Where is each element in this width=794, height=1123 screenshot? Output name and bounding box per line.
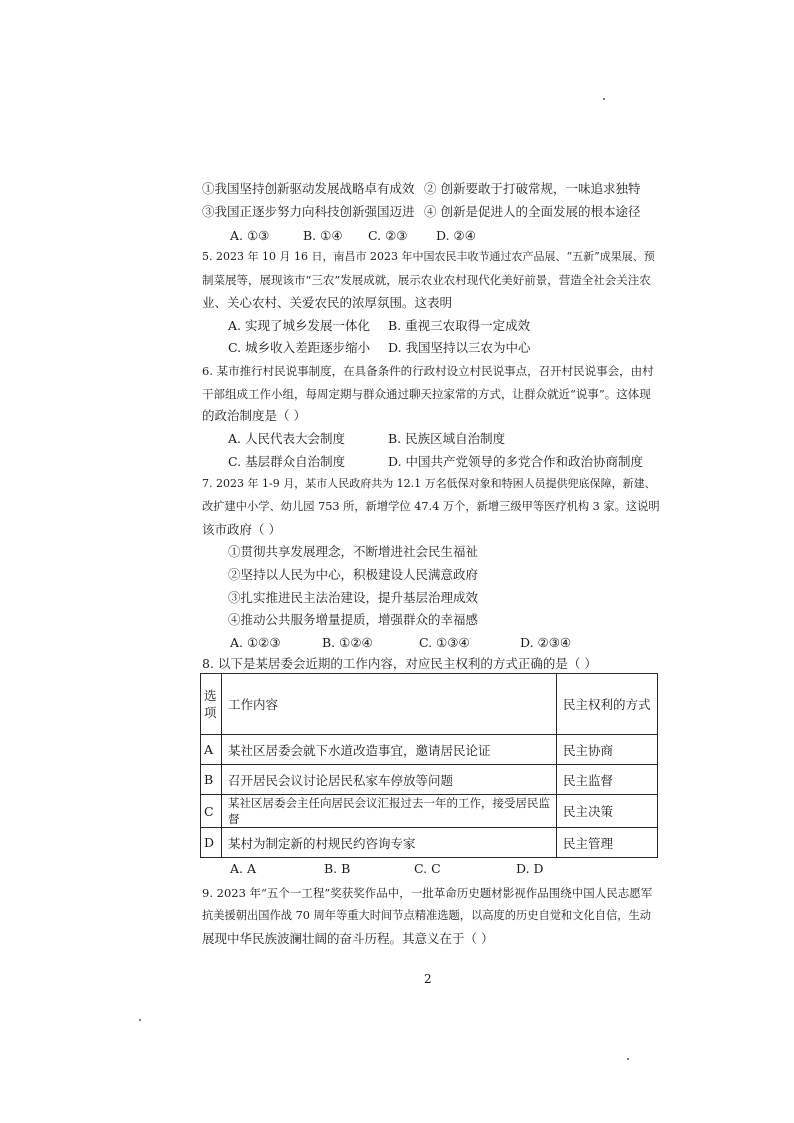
q7-statement-4: ④推动公共服务增量提质，增强群众的幸福感: [228, 612, 479, 627]
q6-choice-c: C. 基层群众自治制度: [228, 454, 346, 469]
q6-stem-line-3: 的政治制度是（ ）: [202, 408, 306, 423]
table-row: [201, 828, 658, 858]
table-row: [201, 735, 658, 765]
q7-statement-2: ②坚持以人民为中心，积极建设人民满意政府: [228, 567, 479, 582]
q8-choice-a: A. A: [230, 861, 257, 876]
q4-statement-1: ①我国坚持创新驱动发展战略卓有成效: [202, 181, 415, 196]
page-number: 2: [424, 972, 432, 986]
q4-statement-3: ③我国正逐步努力向科技创新强国迈进: [202, 204, 415, 219]
q7-choice-d: D. ②③④: [520, 635, 572, 650]
q8-row-option: A: [201, 735, 222, 765]
table-row: [201, 765, 658, 795]
q8-row-way: 民主管理: [557, 828, 658, 858]
q7-stem-line-3: 该市政府（ ）: [202, 522, 281, 537]
q7-choice-b: B. ①②④: [322, 635, 373, 650]
q8-stem: 8. 以下是某居委会近期的工作内容，对应民主权利的方式正确的是（ ）: [202, 656, 597, 671]
q9-stem-line-2: 抗美援朝出国作战 70 周年等重大时间节点精准选题，以高度的历史自觉和文化自信，生动: [202, 909, 651, 922]
q8-row-content: 某社区居委会就下水道改造事宜，邀请居民论证: [222, 735, 557, 765]
q7-statement-1: ①贯彻共享发展理念，不断增进社会民生福祉: [228, 544, 479, 559]
q9-stem-line-3: 展现中华民族波澜壮阔的奋斗历程。其意义在于（ ）: [202, 931, 494, 946]
q8-table: [200, 673, 658, 858]
q5-stem-line-3: 业、关心农村、关爱农民的浓厚氛围。这表明: [202, 295, 453, 310]
q7-stem-line-1: 7. 2023 年 1-9 月，某市人民政府共为 12.1 万名低保对象和特困人员提供兜底保障，新建、: [202, 477, 656, 490]
q4-choice-a: A. ①③: [230, 228, 270, 243]
q5-choice-a: A. 实现了城乡发展一体化: [228, 318, 370, 333]
q4-statement-4: ④ 创新是促进人的全面发展的根本途径: [424, 204, 641, 219]
q7-statement-3: ③扎实推进民主法治建设，提升基层治理成效: [228, 590, 479, 605]
q8-row-way: 民主协商: [557, 735, 658, 765]
q5-choice-c: C. 城乡收入差距逐步缩小: [228, 340, 371, 355]
q8-choice-b: B. B: [324, 861, 351, 876]
q7-choice-c: C. ①③④: [419, 635, 470, 650]
q8-table-header: [201, 674, 658, 735]
q8-header-content: 工作内容: [222, 674, 557, 735]
q4-choice-d: D. ②④: [436, 228, 476, 243]
q8-row-way: 民主决策: [557, 795, 658, 828]
scan-speck: [603, 98, 605, 100]
q8-row-content: 召开居民会议讨论居民私家车停放等问题: [222, 765, 557, 795]
q8-row-content: 某村为制定新的村规民约咨询专家: [222, 828, 557, 858]
q8-row-content: 某社区居委会主任向居民会议汇报过去一年的工作，接受居民监督: [222, 795, 557, 828]
q9-stem-line-1: 9. 2023 年“五个一工程”奖获奖作品中，一批革命历史题材影视作品围绕中国人民志愿军: [202, 886, 653, 900]
q6-choice-d: D. 中国共产党领导的多党合作和政治协商制度: [388, 454, 644, 469]
q6-stem-line-2: 干部组成工作小组，每周定期与群众通过聊天拉家常的方式，让群众就近“说事”。这体现: [202, 387, 651, 401]
q6-choice-a: A. 人民代表大会制度: [228, 431, 345, 446]
q6-stem-line-1: 6. 某市推行村民说事制度，在具备条件的行政村设立村民说事点，召开村民说事会，由村: [202, 364, 654, 378]
q5-choice-b: B. 重视三农取得一定成效: [388, 318, 531, 333]
q5-stem-line-2: 制菜展等，展现该市“三农”发展成就，展示农业农村现代化美好前景，营造全社会关注农: [202, 273, 651, 287]
q8-row-option: C: [201, 795, 222, 828]
q7-stem-line-2: 改扩建中小学、幼儿园 753 所，新增学位 47.4 万个，新增三级甲等医疗机构 3 家。这说明: [202, 500, 660, 513]
q8-header-way: 民主权利的方式: [557, 674, 658, 735]
q8-row-option: B: [201, 765, 222, 795]
q8-row-option: D: [201, 828, 222, 858]
q4-choice-c: C. ②③: [368, 228, 408, 243]
scan-speck: [627, 1058, 629, 1060]
table-row: [201, 795, 658, 828]
q5-stem-line-1: 5. 2023 年 10 月 16 日，南昌市 2023 年中国农民丰收节通过农产品展、“五新”成果展、预: [202, 250, 655, 263]
q8-choice-c: C. C: [414, 861, 441, 876]
q7-choice-a: A. ①②③: [230, 635, 281, 650]
q4-choice-b: B. ①④: [303, 228, 343, 243]
q8-choice-d: D. D: [516, 861, 544, 876]
q8-header-option: 选 项: [201, 674, 222, 735]
q8-row-way: 民主监督: [557, 765, 658, 795]
scan-speck: [139, 1019, 141, 1021]
q6-choice-b: B. 民族区域自治制度: [388, 431, 506, 446]
q5-choice-d: D. 我国坚持以三农为中心: [388, 340, 531, 355]
q4-statement-2: ② 创新要敢于打破常规，一味追求独特: [424, 181, 641, 196]
